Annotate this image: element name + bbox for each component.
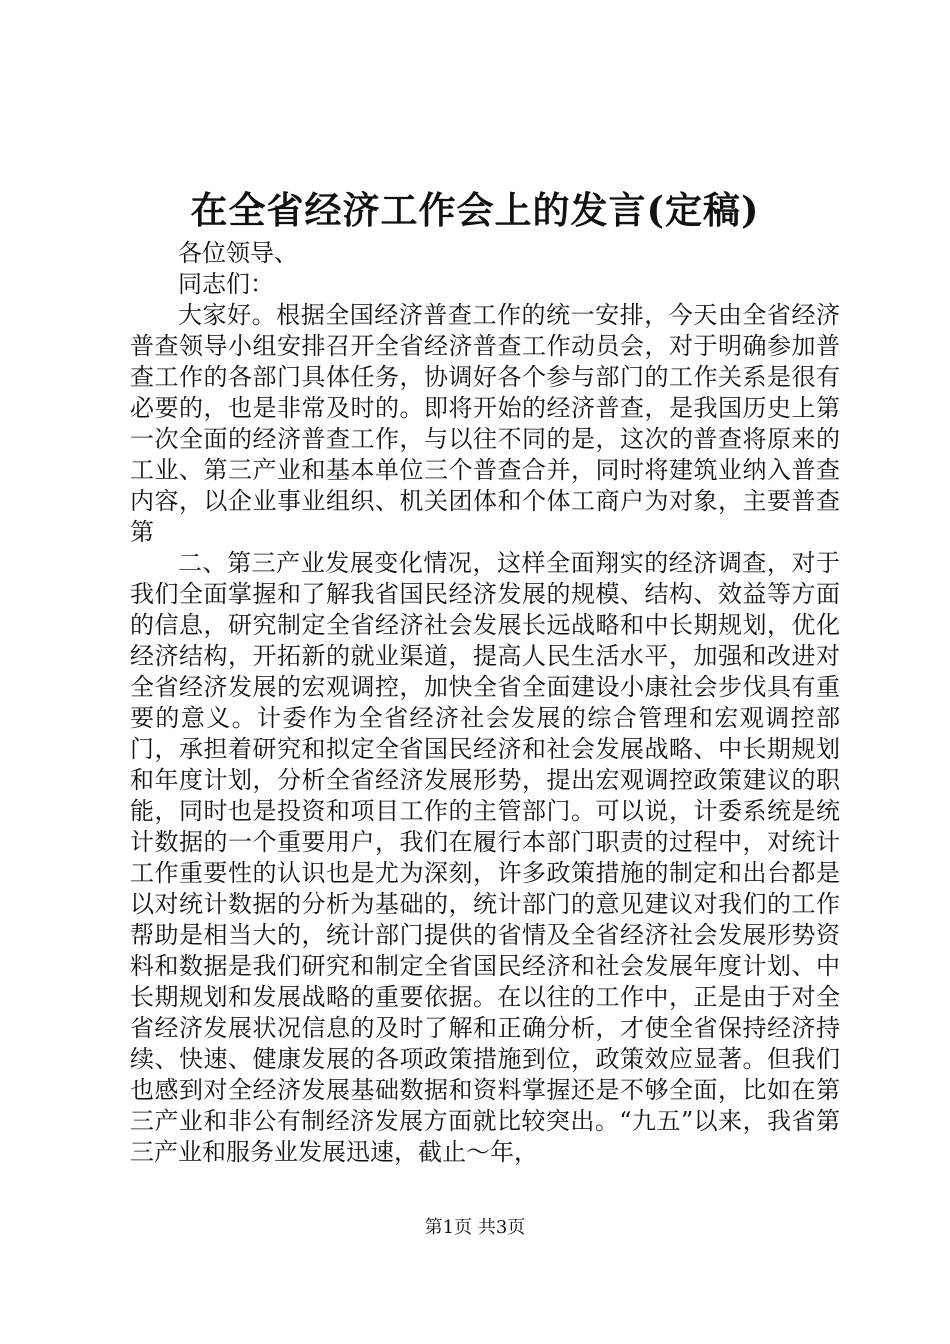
salutation-leaders: 各位领导、 — [178, 239, 298, 267]
salutation-comrades: 同志们： — [178, 270, 274, 298]
document-body — [130, 238, 840, 1168]
page-indicator: 第1页 共3页 — [424, 1217, 526, 1238]
document-title: 在全省经济工作会上的发言(定稿) — [190, 188, 760, 232]
paragraph-intro: 大家好。根据全国经济普查工作的统一安排，今天由全省经济普查领导小组安排召开全省经济普查工作动员会，对于明确参加普查工作的各部门具体任务，协调好各个参与部门的工作关系是很有必要的，也是非常及时的。即将开始的经济普查，是我国历史上第一次全面的经济普查工作，与以往不同的是，这次的普查将原来的工业、第三产业和基本单位三个普查合并，同时将建筑业纳入普查内容，以企业事业组织、机关团体和个体工商户为对象，主要普查第 — [130, 301, 840, 546]
paragraph-tertiary-industry: 二、第三产业发展变化情况，这样全面翔实的经济调查，对于我们全面掌握和了解我省国民经济发展的规模、结构、效益等方面的信息，研究制定全省经济社会发展长远战略和中长期规划，优化经济结构，开拓新的就业渠道，提高人民生活水平，加强和改进对全省经济发展的宏观调控，加快全省全面建设小康社会步伐具有重要的意义。计委作为全省经济社会发展的综合管理和宏观调控部门，承担着研究和拟定全省国民经济和社会发展战略、中长期规划和年度计划，分析全省经济发展形势，提出宏观调控政策建议的职能，同时也是投资和项目工作的主管部门。可以说，计委系统是统计数据的一个重要用户，我们在履行本部门职责的过程中，对统计工作重要性的认识也是尤为深刻，许多政策措施的制定和出台都是以对统计数据的分析为基础的，统计部门的意见建议对我们的工作帮助是相当大的，统计部门提供的省情及全省经济社会发展形势资料和数据是我们研究和制定全省国民经济和社会发展年度计划、中长期规划和发展战略的重要依据。在以往的工作中，正是由于对全省经济发展状况信息的及时了解和正确分析，才使全省保持经济持续、快速、健康发展的各项政策措施到位，政策效应显著。但我们也感到对全经济发展基础数据和资料掌握还是不够全面，比如在第三产业和非公有制经济发展方面就比较突出。“九五”以来，我省第三产业和服务业发展迅速，截止～年， — [130, 549, 840, 1166]
